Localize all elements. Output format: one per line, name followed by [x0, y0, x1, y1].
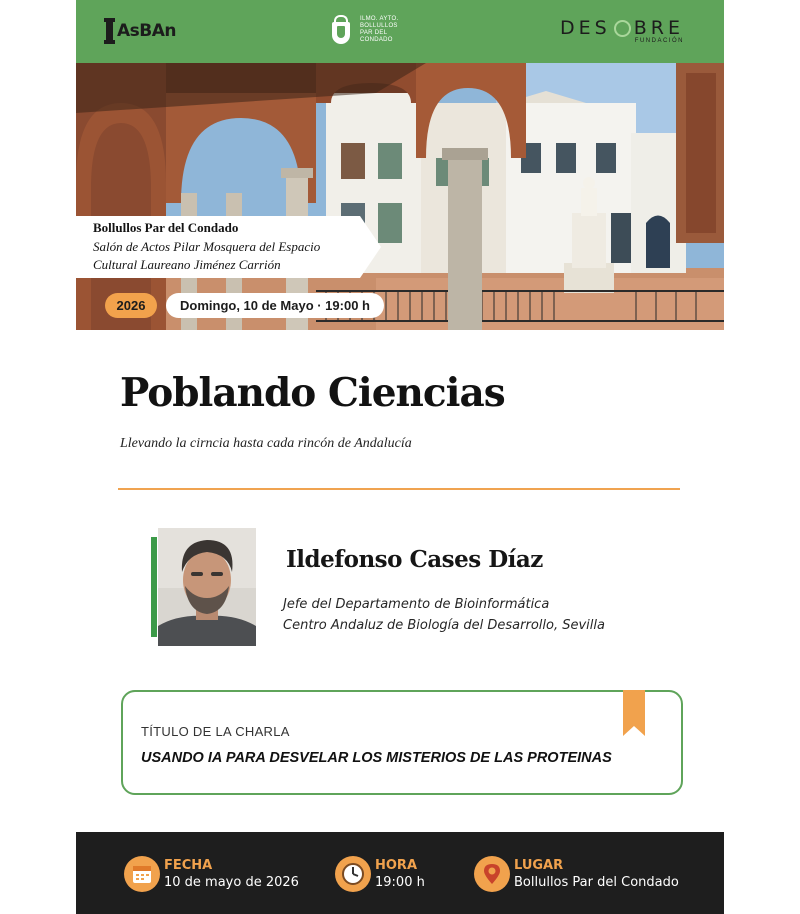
- event-poster: [76, 0, 724, 914]
- speaker-name: Ildefonso Cases Díaz: [286, 546, 543, 573]
- speaker-accent-bar: [151, 537, 157, 637]
- date-time-badge: Domingo, 10 de Mayo · 19:00 h: [166, 293, 384, 318]
- venue-name: Salón de Actos Pilar Mosquera del Espacio Cultural Laureano Jiménez Carrión: [93, 239, 321, 272]
- lugar-value: Bollullos Par del Condado: [514, 875, 679, 890]
- location-name: Bollullos Par del Condado: [93, 220, 239, 235]
- speaker-role: [283, 594, 605, 636]
- desobre-ring-icon: [614, 20, 631, 37]
- desobre-logo-sub: FUNDACIÓN: [634, 38, 684, 44]
- lugar-label: LUGAR: [514, 858, 564, 873]
- speaker-photo: [158, 528, 256, 646]
- speaker-role-line-2: Centro Andaluz de Biología del Desarrollo, Sevilla: [283, 618, 605, 633]
- talk-label: TÍTULO DE LA CHARLA: [141, 724, 290, 739]
- fecha-value: 10 de mayo de 2026: [164, 875, 299, 890]
- divider: [118, 488, 680, 490]
- desobre-logo-word: DES BRE: [560, 17, 684, 39]
- header-bar: [76, 0, 724, 63]
- bookmark-icon: [623, 690, 645, 736]
- crest-icon: [328, 14, 354, 46]
- ayuntamiento-logo-text: ILMO. AYTO. BOLLULLOS PAR DEL CONDADO: [360, 16, 399, 43]
- talk-box: [121, 690, 683, 795]
- page-subtitle: Llevando la cirncia hasta cada rincón de Andalucía: [120, 436, 412, 451]
- hora-value: 19:00 h: [375, 875, 425, 890]
- plaza-photo: [76, 63, 724, 330]
- clock-icon: [335, 856, 371, 892]
- speaker-role-line-1: Jefe del Departamento de Bioinformática: [283, 597, 550, 612]
- page-title: Poblando Ciencias: [120, 370, 505, 416]
- talk-title: USANDO IA PARA DESVELAR LOS MISTERIOS DE LAS PROTEINAS: [141, 750, 612, 766]
- fecha-label: FECHA: [164, 858, 213, 873]
- hora-label: HORA: [375, 858, 418, 873]
- desobre-logo: [560, 17, 684, 44]
- ayuntamiento-logo: [328, 14, 404, 46]
- year-badge: 2026: [105, 293, 157, 318]
- calendar-icon: [124, 856, 160, 892]
- location-pin-icon: [474, 856, 510, 892]
- asban-logo: AsBAn: [106, 18, 176, 44]
- asban-mark-icon: [106, 18, 113, 44]
- footer-bar: [76, 832, 724, 914]
